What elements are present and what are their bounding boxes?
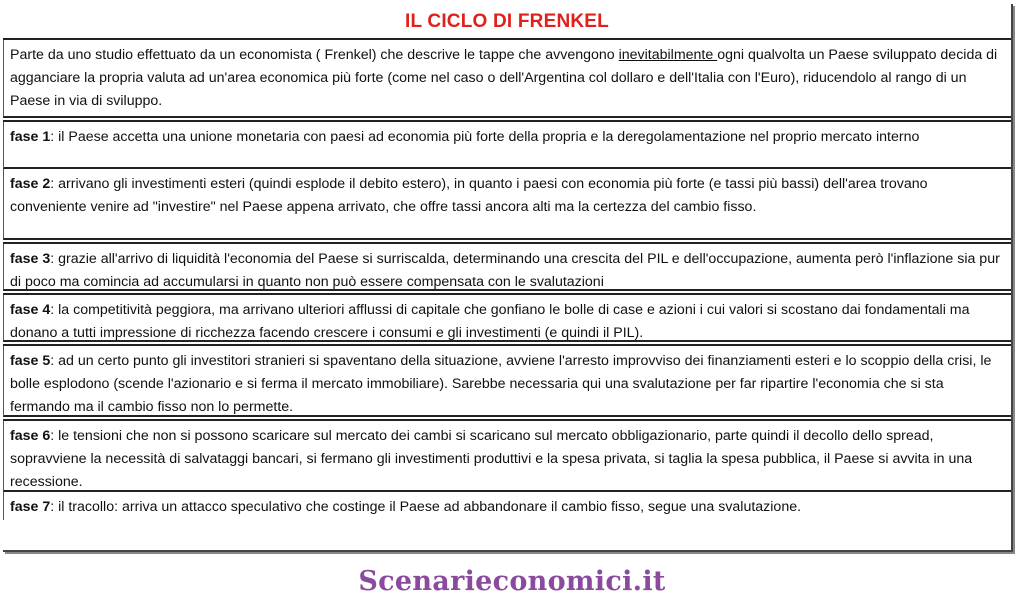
phase-text: : il tracollo: arriva un attacco speculativo che costinge il Paese ad abbandonare il cambio fisso, segue una svalutazione. bbox=[50, 499, 802, 515]
intro-paragraph bbox=[3, 40, 1011, 118]
phase-text: : ad un certo punto gli investitori stranieri si spaventano della situazione, avviene l'arresto improvviso dei finanziamenti esteri e lo scoppio della crisi, le bolle esplodono (scende l'azionario e si ferma il mercato immobiliare). Sarebbe necessaria qui una svalutazione per far ripartire l'economia che si sta fermando ma il cambio fisso non lo permette. bbox=[10, 353, 992, 415]
intro-text-end: ogni qualvolta un Paese sviluppato decida di agganciare la propria valuta ad un'area economica più forte (come nel caso o dell'Argentina col dollaro e dell'Italia con l'Euro), riducendolo al rango di un Paese in via di sviluppo. bbox=[10, 47, 998, 109]
phase-label: fase 3 bbox=[10, 251, 51, 267]
phase-text: : le tensioni che non si possono scaricare sul mercato dei cambi si scaricano sul mercato obbligazionario, parte quindi il decollo dello spread, sopravviene la necessità di salvataggi bancari, si fermano gli investimenti produttivi e la spesa privata, si taglia la spesa pubblica, il Paese si avvita in una recessione. bbox=[10, 428, 973, 490]
phase-row-3 bbox=[3, 244, 1011, 291]
phase-row-5 bbox=[3, 346, 1011, 417]
phase-row-6 bbox=[3, 421, 1011, 492]
phase-text: : grazie all'arrivo di liquidità l'economia del Paese si surriscalda, determinando una crescita del PIL e dell'occupazione, aumenta però l'inflazione sia pur di poco ma comincia ad accumularsi in quanto non può essere compensata con le svalutazioni bbox=[10, 251, 1000, 290]
phase-label: fase 5 bbox=[10, 353, 51, 369]
phase-label: fase 4 bbox=[10, 302, 51, 318]
phase-row-4 bbox=[3, 295, 1011, 342]
phase-text: : la competitività peggiora, ma arrivano ulteriori afflussi di capitale che gonfiano le bolle di case e azioni i cui valori si scostano dai fondamentali ma donano a tutti impressione di ricchezza facendo crescere i consumi e gli investimenti (e quindi il PIL). bbox=[10, 302, 970, 341]
phase-label: fase 6 bbox=[10, 428, 51, 444]
phase-row-1 bbox=[3, 122, 1011, 169]
phase-label: fase 2 bbox=[10, 176, 51, 192]
document-title: IL CICLO DI FRENKEL bbox=[3, 4, 1011, 40]
intro-text-start: Parte da uno studio effettuato da un economista ( Frenkel) che descrive le tappe che avvengono bbox=[10, 47, 619, 63]
watermark-text: Scenarieconomici.it bbox=[358, 566, 666, 597]
phase-label: fase 7 bbox=[10, 499, 51, 515]
intro-emphasis: inevitabilmente bbox=[618, 47, 718, 63]
phase-label: fase 1 bbox=[10, 129, 51, 145]
phase-text: : il Paese accetta una unione monetaria con paesi ad economia più forte della propria e la deregolamentazione nel proprio mercato interno bbox=[50, 129, 920, 145]
document-table bbox=[3, 4, 1013, 552]
phase-row-7 bbox=[3, 492, 1011, 520]
phase-text: : arrivano gli investimenti esteri (quindi esplode il debito estero), in quanto i paesi con economia più forte (e tassi più bassi) dell'area trovano conveniente venire ad "investire" nel Paese appena arrivato, che offre tassi ancora alti ma la certezza del cambio fisso. bbox=[10, 176, 928, 215]
phase-row-2 bbox=[3, 169, 1011, 240]
